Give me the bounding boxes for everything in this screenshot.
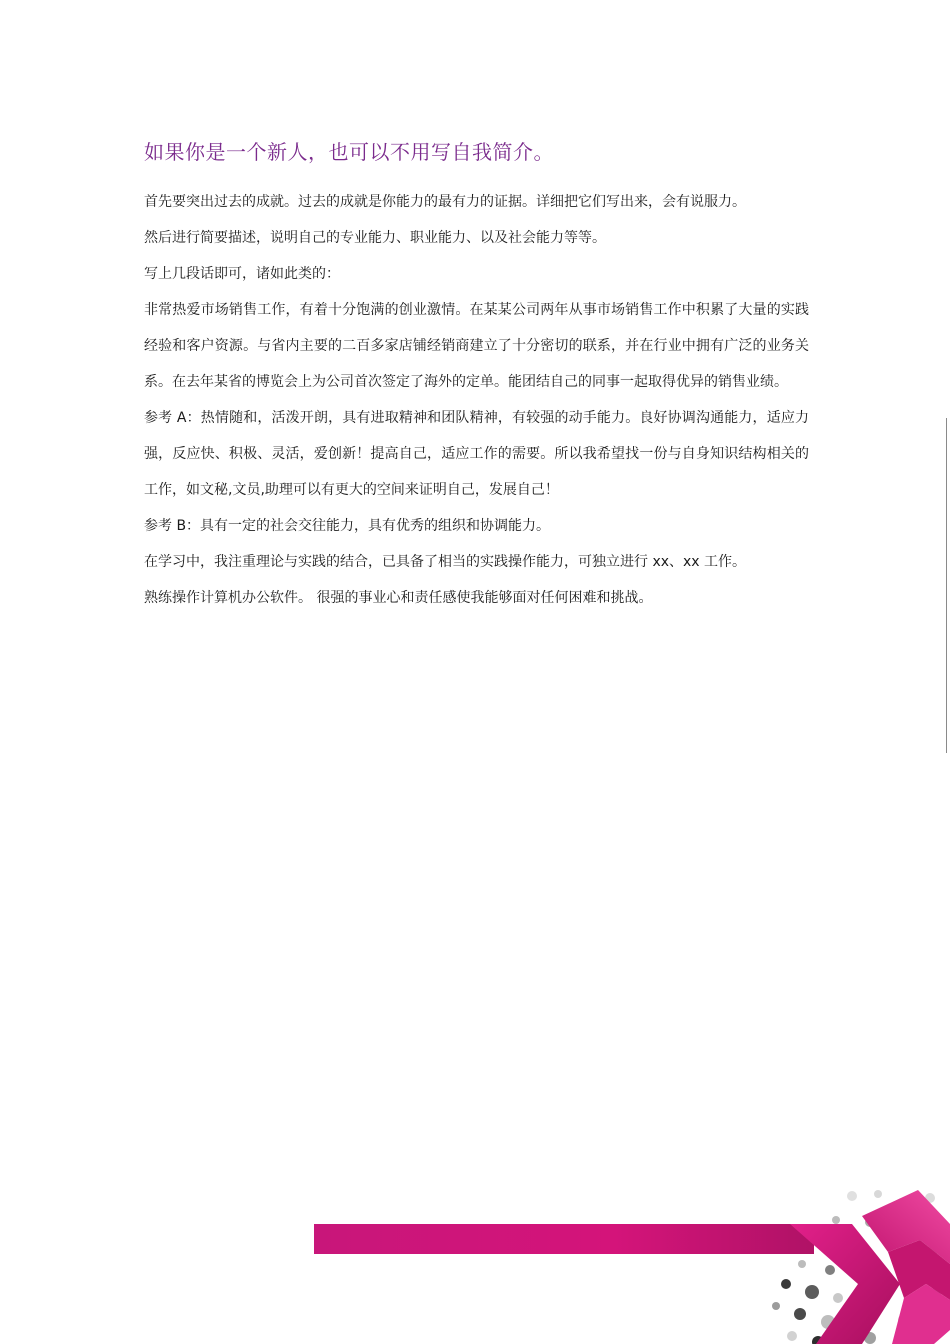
paragraph-abilities: 然后进行简要描述，说明自己的专业能力、职业能力、以及社会能力等等。 (144, 230, 606, 246)
ribbon-shape (790, 1190, 950, 1344)
paragraph-intro: 写上几段话即可，诸如此类的： (144, 266, 340, 282)
decorative-footer (0, 1180, 950, 1344)
paragraph-sales-example: 非常热爱市场销售工作，有着十分饱满的创业激情。在某某公司两年从事市场销售工作中积累了大量的实践经验和客户资源。与省内主要的二百多家店铺经销商建立了十分密切的联系，并在行业中拥有广泛的业务关系。在去年某省的博览会上为公司首次签定了海外的定单。能团结自己的同事一起取得优异的销售业绩。 (144, 302, 809, 390)
page-edge-line (946, 418, 947, 753)
paragraph-reference-b: 参考 B：具有一定的社会交往能力，具有优秀的组织和协调能力。 (144, 518, 551, 534)
paragraph-achievements: 首先要突出过去的成就。过去的成就是你能力的最有力的证据。详细把它们写出来，会有说服力。 (144, 194, 746, 210)
page-heading: 如果你是一个新人，也可以不用写自我简介。 (144, 140, 554, 164)
paragraph-reference-a: 参考 A：热情随和，活泼开朗，具有进取精神和团队精神，有较强的动手能力。良好协调沟通能力，适应力强，反应快、积极、灵活，爱创新！提高自己，适应工作的需要。所以我希望找一份与自身知识结构相关的工作，如文秘,文员,助理可以有更大的空间来证明自己，发展自己！ (144, 410, 809, 498)
magenta-bar (314, 1224, 814, 1254)
body-text (144, 184, 809, 616)
paragraph-computer-skills: 熟练操作计算机办公软件。 很强的事业心和责任感使我能够面对任何困难和挑战。 (144, 590, 653, 606)
paragraph-study: 在学习中，我注重理论与实践的结合，已具备了相当的实践操作能力，可独立进行 xx、xx 工作。 (144, 554, 747, 570)
